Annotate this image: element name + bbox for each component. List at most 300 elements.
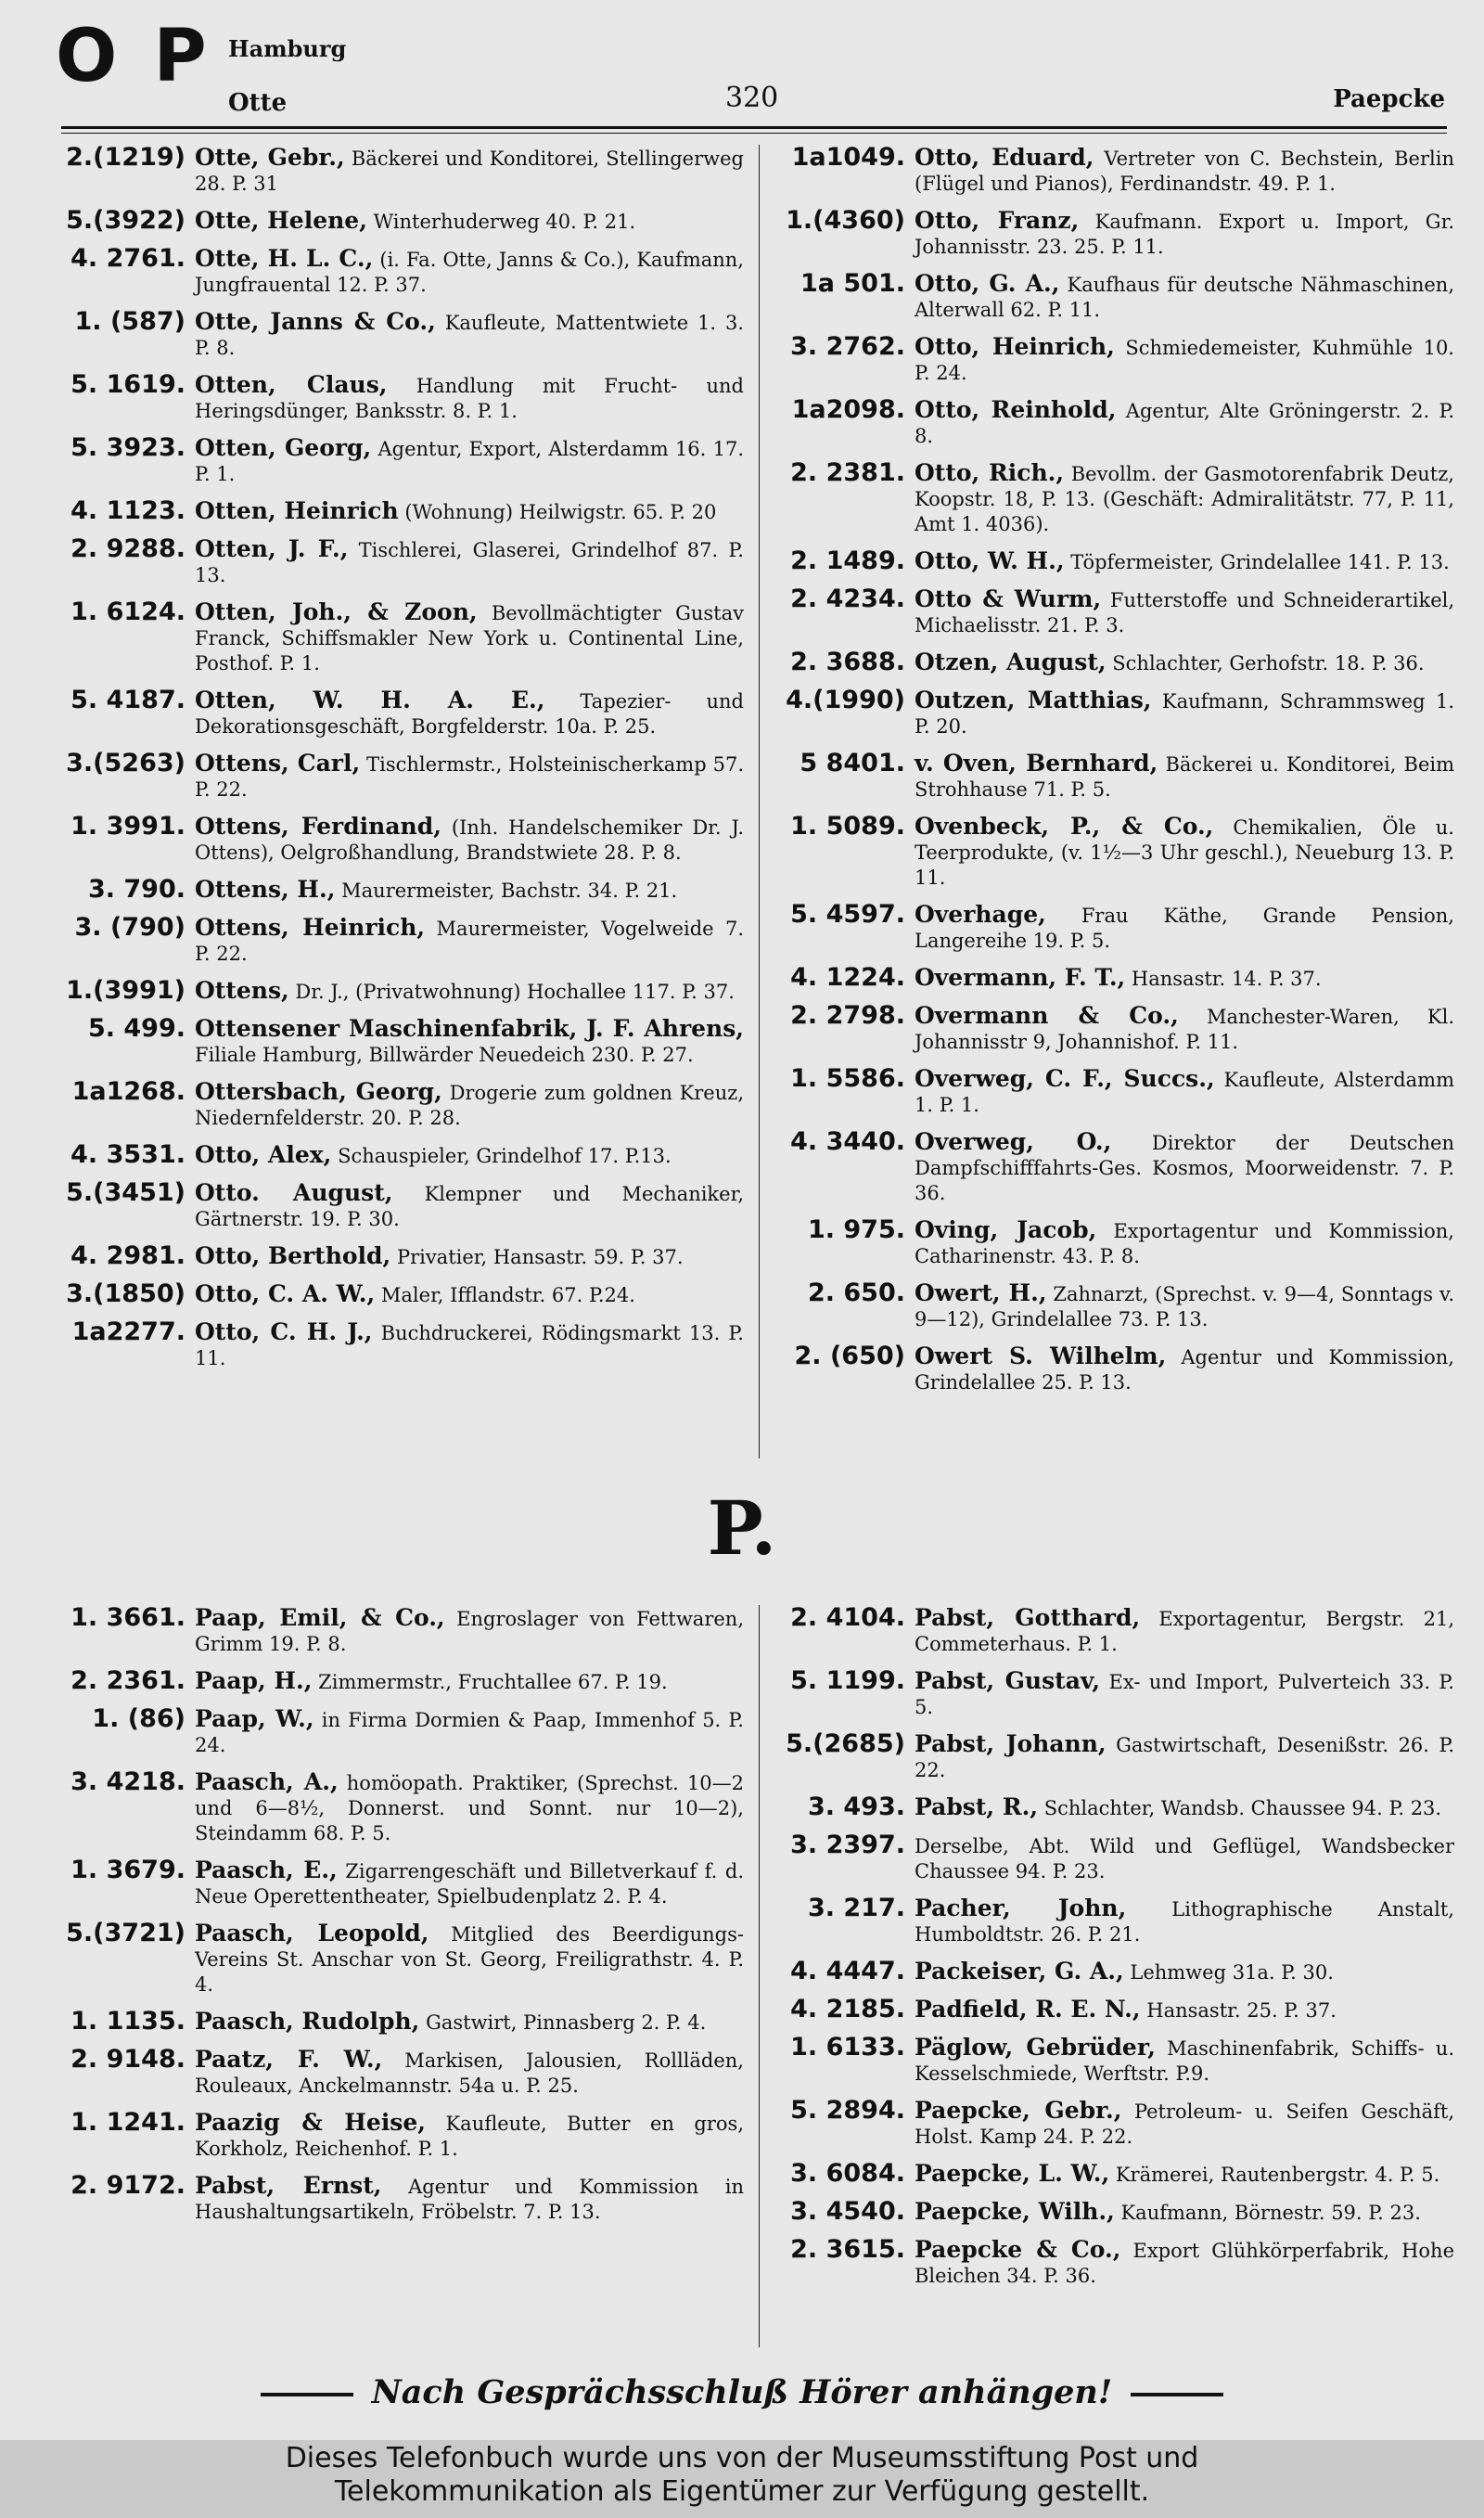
directory-entry bbox=[777, 2161, 1454, 2188]
entry-details: Kaufleute, Alsterdamm 1. P. 1. bbox=[915, 1069, 1454, 1116]
directory-entry bbox=[58, 246, 744, 298]
entry-details: Agentur und Kommission in Haushaltungsartikeln, Fröbelstr. 7. P. 13. bbox=[195, 2176, 744, 2223]
entry-details: homöopath. Praktiker, (Sprechst. 10—2 und 6—8½, Donnerst. und Sonnt. nur 10—2), Steindamm 68. P. 5. bbox=[195, 1772, 744, 1844]
header-city: Hamburg bbox=[228, 35, 347, 62]
entry-name: Paazig & Heise, bbox=[195, 2109, 426, 2136]
phone-number: 4. 2981. bbox=[70, 1241, 186, 1270]
directory-entry bbox=[58, 1706, 744, 1758]
entry-details: Mitglied des Beerdigungs-Vereins St. Anschar von St. Georg, Freiligrathstr. 4. P. 4. bbox=[195, 1923, 744, 1996]
phone-number: 4. 4447. bbox=[790, 1957, 905, 1985]
entry-name: Otto, C. H. J., bbox=[195, 1318, 373, 1345]
directory-entry bbox=[777, 1959, 1454, 1985]
entry-text bbox=[195, 372, 744, 424]
phone-number: 4.(1990) bbox=[786, 686, 905, 714]
directory-entry bbox=[58, 877, 744, 904]
entry-details: Tapezier- und Dekorationsgeschäft, Borgfelderstr. 10a. P. 25. bbox=[195, 690, 744, 738]
entry-details: Maurermeister, Bachstr. 34. P. 21. bbox=[341, 880, 678, 902]
entry-details: Schlachter, Gerhofstr. 18. P. 36. bbox=[1112, 652, 1425, 674]
entry-name: Ottens, H., bbox=[195, 876, 336, 903]
footer-notice bbox=[215, 2373, 1269, 2411]
phone-number: 5. 2894. bbox=[790, 2096, 905, 2125]
entry-text bbox=[195, 1142, 744, 1169]
entry-text bbox=[195, 978, 744, 1005]
entry-details: Winterhuderweg 40. P. 21. bbox=[373, 211, 636, 233]
phone-number: 5. 3923. bbox=[70, 433, 186, 462]
directory-entry bbox=[58, 372, 744, 424]
phone-number: 1. (587) bbox=[74, 307, 186, 336]
directory-entry bbox=[58, 599, 744, 676]
entry-text bbox=[915, 460, 1454, 537]
entry-details: Tischlermstr., Holsteinischerkamp 57. P. 22. bbox=[195, 753, 744, 801]
entry-text bbox=[195, 1016, 744, 1068]
entry-details: in Firma Dormien & Paap, Immenhof 5. P. 24. bbox=[195, 1709, 744, 1756]
entry-name: Otto, Berthold, bbox=[195, 1242, 391, 1269]
entry-details: Tischlerei, Glaserei, Grindelhof 87. P. 13. bbox=[195, 539, 744, 586]
entry-text bbox=[195, 1857, 744, 1909]
directory-entry bbox=[58, 1243, 744, 1270]
directory-entry bbox=[777, 965, 1454, 992]
entry-name: Ottens, Ferdinand, bbox=[195, 813, 441, 840]
entry-text bbox=[195, 599, 744, 676]
directory-entry bbox=[58, 208, 744, 235]
entry-details: Agentur, Alte Gröningerstr. 2. P. 8. bbox=[915, 400, 1454, 447]
entry-details: Kaufleute, Mattentwiete 1. 3. P. 8. bbox=[195, 312, 744, 359]
entry-details: Zigarrengeschäft und Billetverkauf f. d. Neue Operettentheater, Spielbudenplatz 2. P. 4. bbox=[195, 1860, 745, 1908]
entry-text bbox=[915, 145, 1454, 197]
entry-details: Vertreter von C. Bechstein, Berlin (Flügel und Pianos), Ferdinandstr. 49. P. 1. bbox=[915, 148, 1454, 195]
entry-details: Drogerie zum goldnen Kreuz, Niedernfelderstr. 20. P. 28. bbox=[195, 1082, 744, 1129]
phone-number: 3. 6084. bbox=[790, 2159, 905, 2188]
directory-entry bbox=[58, 2110, 744, 2162]
phone-number: 1. 975. bbox=[807, 1215, 905, 1244]
entry-text bbox=[195, 1706, 744, 1758]
entry-name: Ottens, Heinrich, bbox=[195, 914, 426, 941]
phone-number: 3. (790) bbox=[74, 913, 186, 942]
phone-number: 1a1268. bbox=[71, 1077, 186, 1106]
directory-entry bbox=[777, 1003, 1454, 1055]
entry-name: Otte, Helene, bbox=[195, 207, 367, 234]
directory-entry bbox=[58, 1605, 744, 1657]
phone-number: 1. 1135. bbox=[70, 2007, 186, 2036]
entry-text bbox=[195, 1769, 744, 1846]
directory-entry bbox=[777, 814, 1454, 891]
entry-details: Export Glühkörperfabrik, Hohe Bleichen 34. P. 36. bbox=[915, 2240, 1454, 2287]
entry-text bbox=[915, 1997, 1454, 2023]
entry-details: Lithographische Anstalt, Humboldtstr. 26. P. 21. bbox=[915, 1898, 1454, 1946]
entry-name: Otten, W. H. A. E., bbox=[195, 687, 545, 713]
directory-entry bbox=[777, 2098, 1454, 2150]
column-p-left bbox=[58, 1605, 744, 2236]
directory-entry bbox=[58, 751, 744, 803]
entry-details: Schauspieler, Grindelhof 17. P.13. bbox=[338, 1145, 672, 1167]
directory-entry bbox=[58, 978, 744, 1005]
entry-text bbox=[195, 2047, 744, 2099]
entry-name: Ottens, Carl, bbox=[195, 750, 361, 777]
entry-text bbox=[915, 397, 1454, 449]
entry-text bbox=[195, 1668, 744, 1695]
entry-details: Futterstoffe und Schneiderartikel, Michaelisstr. 21. P. 3. bbox=[915, 589, 1455, 636]
phone-number: 3. 790. bbox=[87, 875, 186, 904]
entry-name: v. Oven, Bernhard, bbox=[915, 750, 1158, 777]
entry-text bbox=[195, 814, 744, 866]
directory-entry bbox=[777, 1731, 1454, 1783]
entry-name: Paasch, Leopold, bbox=[195, 1920, 429, 1946]
entry-details: Kaufmann. Export u. Import, Gr. Johannisstr. 23. 25. P. 11. bbox=[915, 211, 1454, 258]
phone-number: 4. 2185. bbox=[790, 1995, 905, 2023]
directory-entry bbox=[777, 902, 1454, 954]
phone-number: 1. 6133. bbox=[790, 2033, 905, 2062]
entry-text bbox=[915, 1731, 1454, 1783]
directory-entry bbox=[58, 814, 744, 866]
section-letter: P. bbox=[707, 1484, 777, 1572]
entry-name: Otto, Reinhold, bbox=[915, 396, 1117, 423]
phone-number: 2. 9288. bbox=[70, 534, 186, 563]
entry-text bbox=[915, 1003, 1454, 1055]
phone-number: 1. (86) bbox=[92, 1704, 186, 1733]
directory-entry bbox=[777, 1605, 1454, 1657]
directory-entry bbox=[58, 498, 744, 525]
entry-name: Pacher, John, bbox=[915, 1895, 1127, 1921]
entry-details: Direktor der Deutschen Dampfschifffahrts-Ges. Kosmos, Moorweidenstr. 7. P. 36. bbox=[915, 1132, 1454, 1204]
entry-text bbox=[915, 2098, 1454, 2150]
phone-number: 2. 3615. bbox=[790, 2235, 905, 2264]
entry-details: Chemikalien, Öle u. Teerprodukte, (v. 1½—3 Uhr geschl.), Neueburg 13. P. 11. bbox=[915, 816, 1454, 889]
entry-text bbox=[915, 271, 1454, 323]
entry-details: Derselbe, Abt. Wild und Geflügel, Wandsbecker Chaussee 94. P. 23. bbox=[915, 1835, 1454, 1882]
entry-name: Paepcke, L. W., bbox=[915, 2160, 1110, 2187]
entry-name: Otto, W. H., bbox=[915, 547, 1065, 574]
entry-text bbox=[195, 2173, 744, 2225]
entry-text bbox=[915, 2199, 1454, 2226]
entry-text bbox=[195, 915, 744, 967]
entry-name: Packeiser, G. A., bbox=[915, 1958, 1124, 1985]
entry-details: Exportagentur und Kommission, Catharinenstr. 43. P. 8. bbox=[915, 1220, 1454, 1267]
entry-text bbox=[915, 1794, 1454, 1821]
entry-details: Kaufmann, Börnestr. 59. P. 23. bbox=[1120, 2202, 1421, 2224]
entry-details: Kaufhaus für deutsche Nähmaschinen, Alterwall 62. P. 11. bbox=[915, 274, 1454, 321]
phone-number: 5 8401. bbox=[800, 749, 905, 777]
directory-entry bbox=[777, 1066, 1454, 1118]
entry-details: Schmiedemeister, Kuhmühle 10. P. 24. bbox=[915, 337, 1454, 384]
phone-number: 5. 1619. bbox=[70, 370, 186, 399]
entry-text bbox=[195, 1243, 744, 1270]
entry-text bbox=[195, 498, 744, 525]
phone-number: 2. 2381. bbox=[790, 458, 905, 487]
phone-number: 1. 3661. bbox=[70, 1603, 186, 1632]
entry-name: Overweg, C. F., Succs., bbox=[915, 1065, 1215, 1092]
phone-number: 5.(2685) bbox=[786, 1729, 905, 1758]
directory-entry bbox=[58, 1142, 744, 1169]
entry-details: Filiale Hamburg, Billwärder Neuedeich 230. P. 27. bbox=[195, 1044, 694, 1066]
entry-name: Otto, Franz, bbox=[915, 207, 1080, 234]
entry-text bbox=[195, 687, 744, 739]
phone-number: 3. 217. bbox=[807, 1894, 905, 1922]
entry-name: Otto, Rich., bbox=[915, 459, 1065, 486]
entry-details: Zahnarzt, (Sprechst. v. 9—4, Sonntags v. 9—12), Grindelallee 73. P. 13. bbox=[915, 1283, 1454, 1330]
entry-text bbox=[195, 1319, 744, 1371]
directory-entry bbox=[777, 2199, 1454, 2226]
directory-entry bbox=[58, 1857, 744, 1909]
entry-name: Ottensener Maschinenfabrik, J. F. Ahrens, bbox=[195, 1015, 744, 1042]
entry-text bbox=[195, 751, 744, 803]
phone-number: 1a 501. bbox=[800, 269, 905, 298]
entry-details: Dr. J., (Privatwohnung) Hochallee 117. P. 37. bbox=[295, 981, 735, 1003]
directory-entry bbox=[777, 1343, 1454, 1395]
entry-name: Otte, Janns & Co., bbox=[195, 308, 436, 335]
column-o-left bbox=[58, 145, 744, 1382]
entry-text bbox=[915, 1668, 1454, 1720]
directory-entry bbox=[58, 1319, 744, 1371]
entry-text bbox=[915, 1895, 1454, 1947]
entry-name: Otto, C. A. W., bbox=[195, 1280, 376, 1307]
entry-name: Otte, H. L. C., bbox=[195, 245, 374, 272]
entry-text bbox=[915, 1605, 1454, 1657]
directory-entry bbox=[58, 2173, 744, 2225]
entry-details: Bäckerei und Konditorei, Stellingerweg 28. P. 31 bbox=[195, 148, 744, 195]
entry-name: Otten, Claus, bbox=[195, 371, 388, 398]
entry-text bbox=[915, 2237, 1454, 2289]
entry-name: Overhage, bbox=[915, 901, 1046, 928]
header-last-name: Paepcke bbox=[1333, 85, 1445, 113]
entry-name: Otto, G. A., bbox=[915, 270, 1060, 297]
page-number: 320 bbox=[725, 82, 779, 114]
phone-number: 5.(3721) bbox=[66, 1919, 186, 1947]
entry-details: Kaufmann, Schrammsweg 1. P. 20. bbox=[915, 690, 1454, 738]
entry-details: Schlachter, Wandsb. Chaussee 94. P. 23. bbox=[1043, 1797, 1442, 1819]
directory-entry bbox=[58, 309, 744, 361]
directory-entry bbox=[58, 1281, 744, 1308]
entry-text bbox=[915, 1066, 1454, 1118]
phone-number: 1.(4360) bbox=[786, 206, 905, 235]
phone-number: 2. 2798. bbox=[790, 1001, 905, 1030]
directory-entry bbox=[777, 460, 1454, 537]
entry-details: Klempner und Mechaniker, Gärtnerstr. 19. P. 30. bbox=[195, 1183, 744, 1230]
entry-text bbox=[195, 536, 744, 588]
header-rule-thin bbox=[61, 133, 1447, 134]
entry-details: Hansastr. 25. P. 37. bbox=[1146, 1999, 1337, 2022]
entry-name: Owert, H., bbox=[915, 1279, 1047, 1306]
entry-name: Päglow, Gebrüder, bbox=[915, 2034, 1156, 2061]
phone-number: 4. 1224. bbox=[790, 963, 905, 992]
directory-entry bbox=[58, 1668, 744, 1695]
entry-details: Ex- und Import, Pulverteich 33. P. 5. bbox=[915, 1671, 1454, 1718]
entry-text bbox=[915, 548, 1454, 575]
entry-details: Privatier, Hansastr. 59. P. 37. bbox=[396, 1246, 684, 1268]
phone-number: 3. 4540. bbox=[790, 2197, 905, 2226]
directory-entry bbox=[777, 334, 1454, 386]
header-rule bbox=[61, 126, 1447, 129]
directory-entry bbox=[777, 1668, 1454, 1720]
phone-number: 2. 3688. bbox=[790, 648, 905, 676]
entry-name: Paap, H., bbox=[195, 1667, 313, 1694]
entry-details: Hansastr. 14. P. 37. bbox=[1131, 968, 1322, 990]
directory-entry bbox=[777, 687, 1454, 739]
entry-text bbox=[195, 208, 744, 235]
phone-number: 4. 1123. bbox=[70, 496, 186, 525]
entry-name: Pabst, Gotthard, bbox=[915, 1604, 1141, 1631]
phone-number: 1.(3991) bbox=[66, 976, 186, 1005]
column-divider bbox=[759, 145, 760, 1458]
directory-entry bbox=[58, 435, 744, 487]
entry-name: Paepcke, Gebr., bbox=[915, 2097, 1122, 2124]
entry-text bbox=[915, 2035, 1454, 2087]
entry-text bbox=[915, 2161, 1454, 2188]
directory-entry bbox=[777, 397, 1454, 449]
entry-name: Otten, Joh., & Zoon, bbox=[195, 598, 478, 625]
directory-entry bbox=[58, 1016, 744, 1068]
entry-text bbox=[915, 1343, 1454, 1395]
directory-entry bbox=[777, 649, 1454, 676]
entry-name: Overmann & Co., bbox=[915, 1002, 1179, 1029]
entry-text bbox=[915, 902, 1454, 954]
directory-entry bbox=[58, 145, 744, 197]
phone-number: 2. 4234. bbox=[790, 585, 905, 613]
entry-name: Otten, Georg, bbox=[195, 434, 372, 461]
directory-entry bbox=[58, 536, 744, 588]
entry-details: Manchester-Waren, Kl. Johannisstr 9, Johannishof. P. 11. bbox=[915, 1006, 1454, 1053]
entry-details: Lehmweg 31a. P. 30. bbox=[1130, 1961, 1334, 1984]
phone-number: 1. 6124. bbox=[70, 597, 186, 626]
entry-name: Overweg, O., bbox=[915, 1128, 1112, 1155]
entry-details: Petroleum- u. Seifen Geschäft, Holst. Kamp 24. P. 22. bbox=[915, 2100, 1454, 2148]
credit-line-1: Dieses Telefonbuch wurde uns von der Museumsstiftung Post und bbox=[285, 2442, 1199, 2474]
entry-name: Paasch, Rudolph, bbox=[195, 2008, 420, 2035]
entry-name: Overmann, F. T., bbox=[915, 964, 1126, 991]
entry-details: Agentur und Kommission, Grindelallee 25. P. 13. bbox=[915, 1346, 1454, 1394]
entry-name: Ottersbach, Georg, bbox=[195, 1078, 442, 1105]
entry-text bbox=[915, 1217, 1454, 1269]
phone-number: 2. 4104. bbox=[790, 1603, 905, 1632]
phone-number: 5.(3922) bbox=[66, 206, 186, 235]
entry-details: Bäckerei u. Konditorei, Beim Strohhause 71. P. 5. bbox=[915, 753, 1455, 801]
entry-text bbox=[915, 1832, 1454, 1884]
phone-number: 1. 3679. bbox=[70, 1856, 186, 1884]
phone-number: 5. 1199. bbox=[790, 1666, 905, 1695]
entry-details: Frau Käthe, Grande Pension, Langereihe 19. P. 5. bbox=[915, 905, 1454, 952]
entry-text bbox=[915, 1959, 1454, 1985]
entry-name: Otten, J. F., bbox=[195, 535, 349, 562]
column-o-right bbox=[777, 145, 1454, 1407]
directory-entry bbox=[777, 1997, 1454, 2023]
entry-text bbox=[915, 814, 1454, 891]
entry-name: Paasch, A., bbox=[195, 1768, 339, 1795]
credit-line-2: Telekommunikation als Eigentümer zur Verfügung gestellt. bbox=[334, 2475, 1150, 2508]
entry-name: Otto, Eduard, bbox=[915, 144, 1094, 171]
entry-name: Pabst, Ernst, bbox=[195, 2172, 382, 2199]
phone-number: 2. 1489. bbox=[790, 546, 905, 575]
entry-text bbox=[195, 246, 744, 298]
directory-entry bbox=[58, 1769, 744, 1846]
phone-number: 5. 4597. bbox=[790, 900, 905, 929]
phone-number: 3.(1850) bbox=[66, 1279, 186, 1308]
phone-number: 4. 3531. bbox=[70, 1140, 186, 1169]
credit-note bbox=[0, 2442, 1484, 2509]
entry-name: Otte, Gebr., bbox=[195, 144, 345, 171]
directory-entry bbox=[58, 1180, 744, 1232]
directory-entry bbox=[58, 687, 744, 739]
entry-details: Bevollm. der Gasmotorenfabrik Deutz, Koopstr. 18, P. 13. (Geschäft: Admiralitätstr. 77, P. 11, Amt 1. 4036). bbox=[915, 463, 1454, 535]
entry-name: Paepcke & Co., bbox=[915, 2236, 1121, 2263]
entry-text bbox=[915, 649, 1454, 676]
phone-number: 5. 499. bbox=[87, 1014, 186, 1043]
entry-details: Engroslager von Fettwaren, Grimm 19. P. 8. bbox=[195, 1608, 744, 1655]
entry-details: Krämerei, Rautenbergstr. 4. P. 5. bbox=[1115, 2164, 1440, 2186]
footer-notice-text: Nach Gesprächsschluß Hörer anhängen! bbox=[371, 2373, 1113, 2411]
phone-number: 3. 2397. bbox=[790, 1831, 905, 1859]
phone-number: 1. 3991. bbox=[70, 812, 186, 841]
entry-name: Ovenbeck, P., & Co., bbox=[915, 813, 1214, 840]
directory-entry bbox=[777, 2237, 1454, 2289]
footer-dash bbox=[261, 2393, 353, 2396]
entry-text bbox=[195, 1180, 744, 1232]
entry-text bbox=[195, 1079, 744, 1131]
entry-details: Buchdruckerei, Rödingsmarkt 13. P. 11. bbox=[195, 1322, 744, 1369]
column-p-right bbox=[777, 1605, 1454, 2300]
entry-name: Oving, Jacob, bbox=[915, 1216, 1097, 1243]
entry-text bbox=[915, 334, 1454, 386]
phone-number: 2. 9148. bbox=[70, 2045, 186, 2074]
entry-details: Handlung mit Frucht- und Heringsdünger, Banksstr. 8. P. 1. bbox=[195, 375, 744, 422]
entry-name: Otzen, August, bbox=[915, 649, 1107, 675]
entry-name: Pabst, Johann, bbox=[915, 1730, 1107, 1757]
phone-number: 1. 1241. bbox=[70, 2108, 186, 2137]
directory-entry bbox=[777, 1832, 1454, 1884]
entry-text bbox=[195, 145, 744, 197]
entry-details: Bevollmächtigter Gustav Franck, Schiffsmakler New York u. Continental Line, Posthof. P. 1. bbox=[195, 602, 745, 674]
directory-entry bbox=[777, 145, 1454, 197]
directory-entry bbox=[777, 1217, 1454, 1269]
entry-name: Paasch, E., bbox=[195, 1856, 338, 1883]
entry-text bbox=[195, 2110, 744, 2162]
entry-details: Gastwirt, Pinnasberg 2. P. 4. bbox=[426, 2011, 707, 2034]
entry-name: Paepcke, Wilh., bbox=[915, 2198, 1115, 2225]
entry-details: Agentur, Export, Alsterdamm 16. 17. P. 1. bbox=[195, 438, 744, 485]
phone-number: 2. (650) bbox=[794, 1342, 905, 1370]
entry-text bbox=[195, 435, 744, 487]
phone-number: 2. 9172. bbox=[70, 2171, 186, 2200]
entry-name: Otten, Heinrich bbox=[195, 497, 399, 524]
entry-name: Paap, W., bbox=[195, 1705, 314, 1732]
phone-number: 3.(5263) bbox=[66, 749, 186, 777]
entry-text bbox=[915, 687, 1454, 739]
header-first-name: Otte bbox=[228, 89, 288, 117]
entry-name: Otto, Alex, bbox=[195, 1141, 332, 1168]
phone-number: 2. 2361. bbox=[70, 1666, 186, 1695]
entry-details: Maurermeister, Vogelweide 7. P. 22. bbox=[195, 918, 744, 965]
entry-name: Paap, Emil, & Co., bbox=[195, 1604, 445, 1631]
phone-number: 4. 3440. bbox=[790, 1127, 905, 1156]
entry-name: Owert S. Wilhelm, bbox=[915, 1343, 1167, 1369]
phone-number: 5.(3451) bbox=[66, 1178, 186, 1207]
entry-text bbox=[915, 208, 1454, 260]
directory-entry bbox=[777, 208, 1454, 260]
phone-number: 5. 4187. bbox=[70, 686, 186, 714]
entry-text bbox=[195, 2009, 744, 2036]
entry-name: Padfield, R. E. N., bbox=[915, 1996, 1141, 2023]
entry-name: Otto & Wurm, bbox=[915, 585, 1102, 612]
directory-entry bbox=[777, 271, 1454, 323]
phone-number: 1. 5089. bbox=[790, 812, 905, 841]
entry-text bbox=[915, 1129, 1454, 1206]
entry-details: Kaufleute, Butter en gros, Korkholz, Reichenhof. P. 1. bbox=[195, 2113, 744, 2160]
directory-entry bbox=[777, 1280, 1454, 1332]
directory-entry bbox=[777, 751, 1454, 803]
entry-details: (i. Fa. Otte, Janns & Co.), Kaufmann, Jungfrauental 12. P. 37. bbox=[195, 249, 744, 296]
header-letters: O P bbox=[56, 15, 212, 98]
directory-entry bbox=[777, 1129, 1454, 1206]
entry-name: Paatz, F. W., bbox=[195, 2046, 383, 2073]
entry-text bbox=[195, 1921, 744, 1998]
